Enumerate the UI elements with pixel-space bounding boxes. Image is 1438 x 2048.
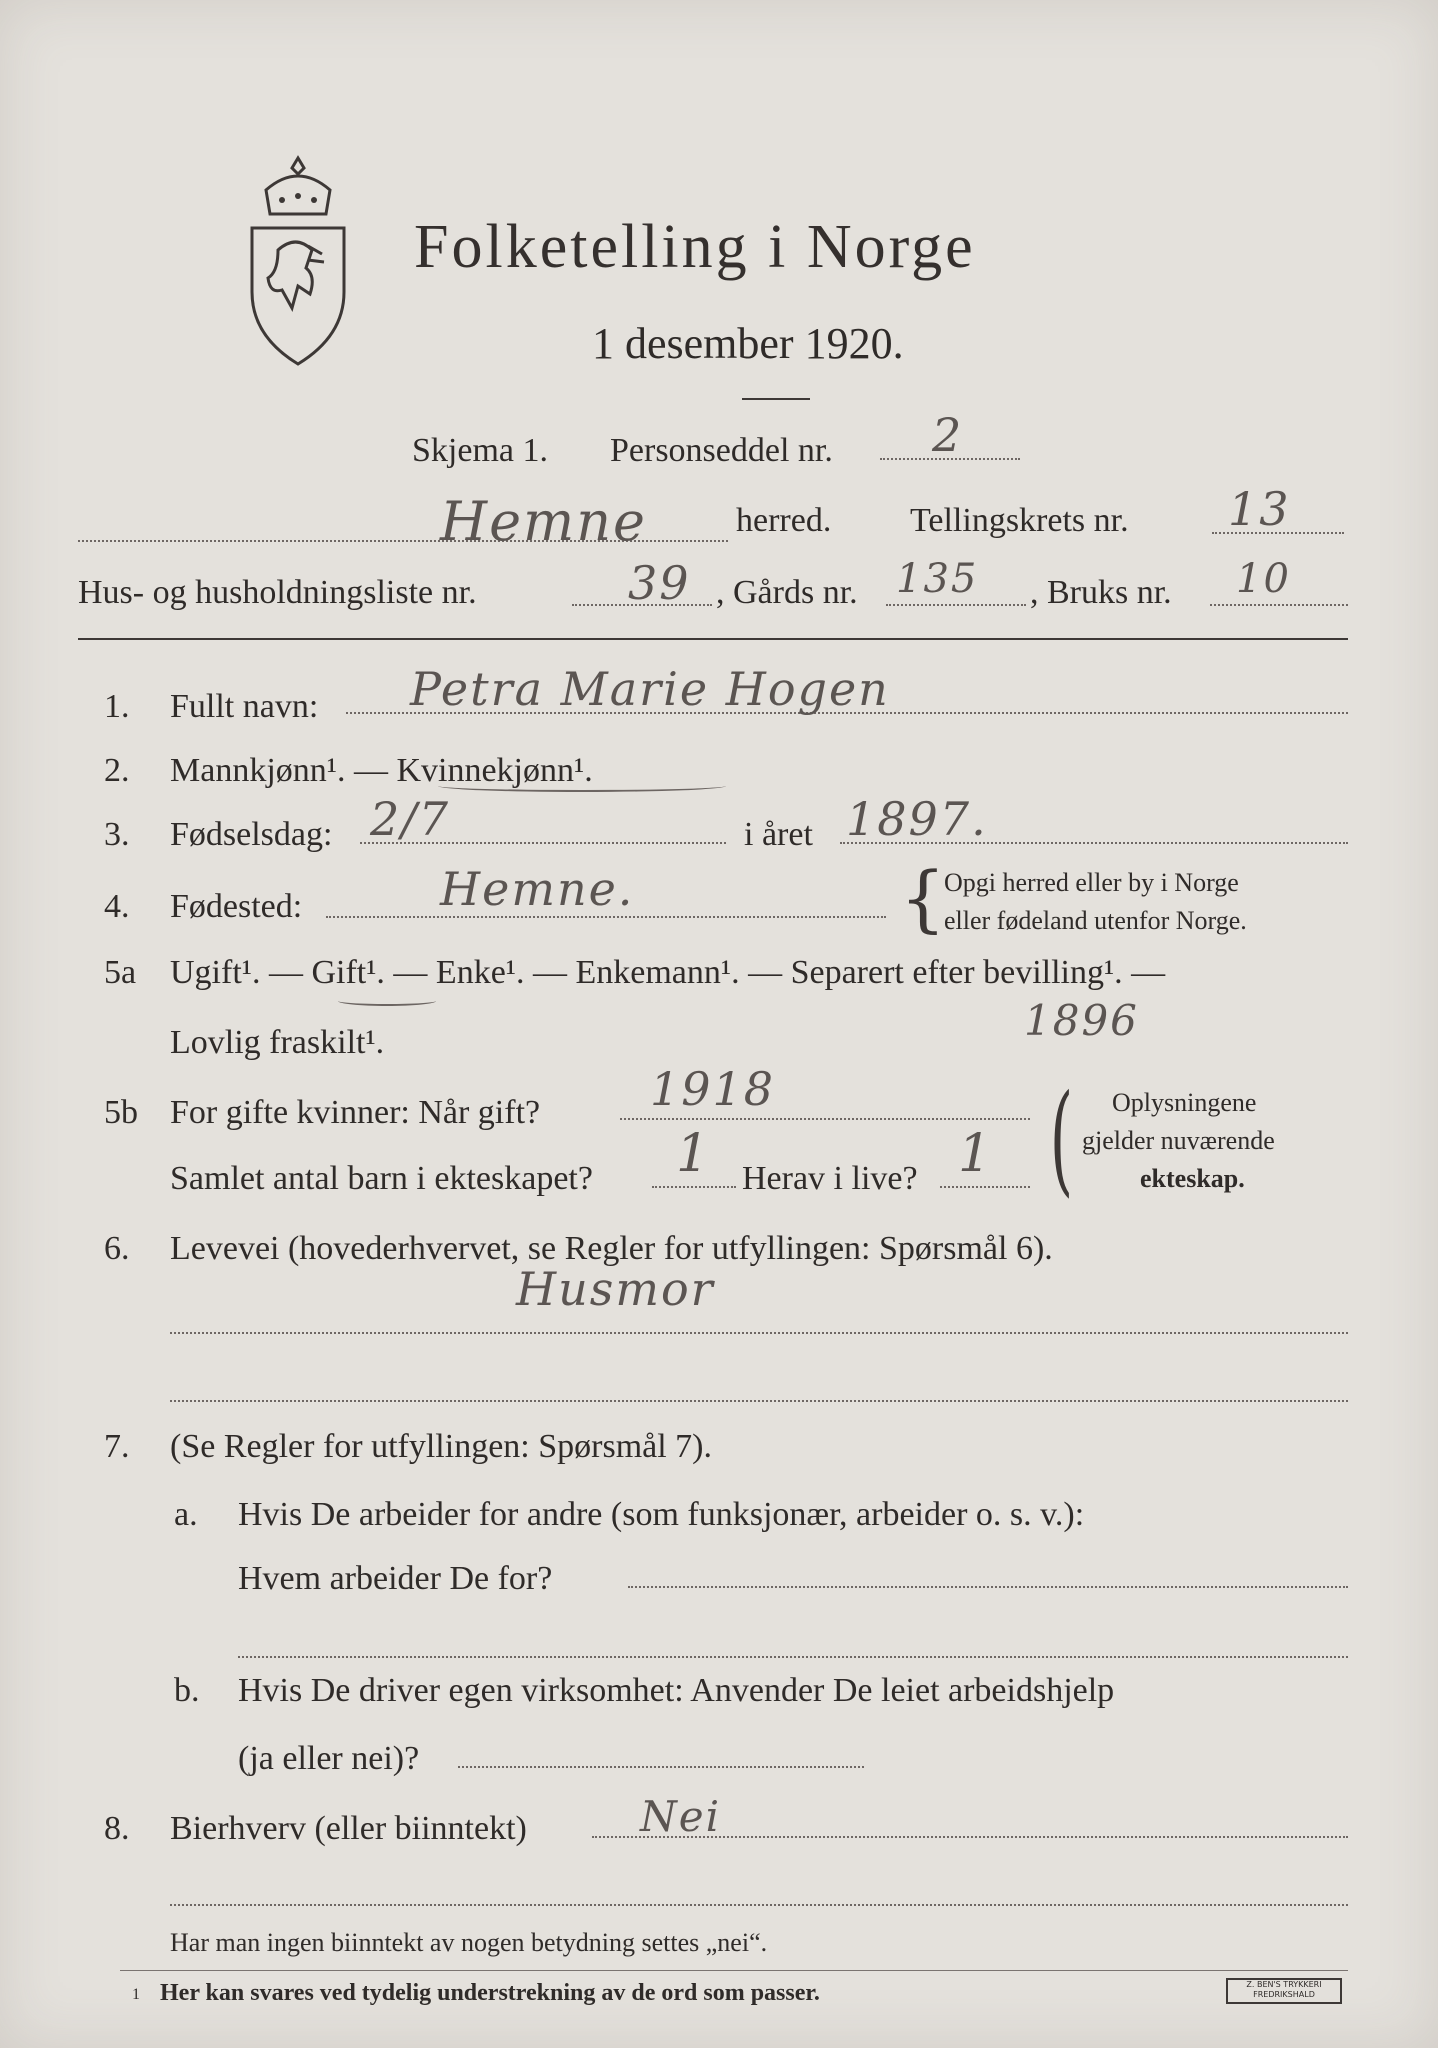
q5b-children-line bbox=[652, 1186, 736, 1188]
header-divider bbox=[78, 638, 1348, 640]
personseddel-label: Personseddel nr. bbox=[610, 432, 833, 469]
q4-number: 4. bbox=[104, 888, 130, 925]
q5a-label: Ugift¹. — Gift¹. — Enke¹. — Enkemann¹. — Separert efter bevilling¹. — bbox=[170, 954, 1166, 991]
q4-line bbox=[326, 916, 886, 918]
herred-value[interactable]: Hemne bbox=[440, 490, 647, 553]
herred-label: herred. bbox=[736, 502, 832, 539]
gards-value[interactable]: 135 bbox=[896, 556, 979, 602]
q3-label: Fødselsdag: bbox=[170, 816, 333, 853]
q8-number: 8. bbox=[104, 1810, 130, 1847]
q3-year-label: i året bbox=[744, 816, 813, 853]
q8-line-2 bbox=[170, 1904, 1348, 1906]
footer-divider bbox=[120, 1970, 1348, 1971]
q5b-note-1: Oplysningene bbox=[1112, 1088, 1257, 1117]
q4-value[interactable]: Hemne. bbox=[440, 862, 635, 916]
q7-label: (Se Regler for utfyllingen: Spørsmål 7). bbox=[170, 1428, 713, 1465]
q2-number: 2. bbox=[104, 752, 130, 789]
q6-line-2 bbox=[170, 1400, 1348, 1402]
q8-value[interactable]: Nei bbox=[640, 1792, 722, 1841]
q6-label: Levevei (hovederhvervet, se Regler for utfyllingen: Spørsmål 6). bbox=[170, 1230, 1053, 1267]
coat-of-arms-icon bbox=[238, 150, 358, 375]
q7a-line-2 bbox=[238, 1656, 1348, 1658]
q5b-label: For gifte kvinner: Når gift? bbox=[170, 1094, 541, 1131]
gards-label: , Gårds nr. bbox=[716, 574, 858, 611]
q5a-margin-note: 1896 bbox=[1024, 996, 1139, 1045]
hus-value[interactable]: 39 bbox=[628, 556, 691, 610]
footnote-text: Her kan svares ved tydelig understrekning av de ord som passer. bbox=[160, 1980, 820, 2006]
title-divider bbox=[742, 398, 810, 400]
census-date: 1 desember 1920. bbox=[592, 319, 904, 368]
q5b-line bbox=[620, 1118, 1030, 1120]
footnote-number: 1 bbox=[132, 1986, 140, 2003]
q6-line-1 bbox=[170, 1332, 1348, 1334]
gift-underline bbox=[338, 996, 436, 1006]
q7-number: 7. bbox=[104, 1428, 130, 1465]
q7b-letter: b. bbox=[174, 1672, 200, 1709]
q4-label: Fødested: bbox=[170, 888, 303, 925]
q5b-bracket: ( bbox=[1049, 1070, 1074, 1209]
q7a-line-1 bbox=[628, 1586, 1348, 1588]
gards-line bbox=[886, 604, 1026, 606]
q5b-alive-line bbox=[940, 1186, 1030, 1188]
q7b-label-2: (ja eller nei)? bbox=[238, 1740, 420, 1777]
q4-note-2: eller fødeland utenfor Norge. bbox=[944, 906, 1247, 935]
form-title: Folketelling i Norge bbox=[414, 213, 976, 281]
q3-year-value[interactable]: 1897. bbox=[846, 792, 988, 846]
q7b-line bbox=[458, 1766, 864, 1768]
q5b-number: 5b bbox=[104, 1094, 138, 1131]
kvinnekjonn-underline bbox=[438, 780, 726, 792]
q7a-label: Hvis De arbeider for andre (som funksjonær, arbeider o. s. v.): bbox=[238, 1496, 1085, 1533]
q5b-note-3: ekteskap. bbox=[1140, 1164, 1245, 1193]
q2-label: Mannkjønn¹. — Kvinnekjønn¹. bbox=[170, 752, 593, 789]
q6-value[interactable]: Husmor bbox=[516, 1262, 715, 1316]
q5b-label-3: Herav i live? bbox=[742, 1160, 918, 1197]
q5a-number: 5a bbox=[104, 954, 137, 991]
bruks-line bbox=[1210, 604, 1348, 606]
q7a-label-2: Hvem arbeider De for? bbox=[238, 1560, 553, 1597]
hus-label: Hus- og husholdningsliste nr. bbox=[78, 574, 477, 611]
q5b-label-2: Samlet antal barn i ekteskapet? bbox=[170, 1160, 593, 1197]
q7b-label: Hvis De driver egen virksomhet: Anvender De leiet arbeidshjelp bbox=[238, 1672, 1115, 1709]
q7a-letter: a. bbox=[174, 1496, 198, 1533]
q5b-value-2[interactable]: 1 bbox=[676, 1124, 712, 1184]
q4-note-1: Opgi herred eller by i Norge bbox=[944, 868, 1239, 897]
personseddel-value[interactable]: 2 bbox=[932, 408, 964, 462]
skjema-label: Skjema 1. bbox=[412, 432, 548, 469]
q6-number: 6. bbox=[104, 1230, 130, 1267]
q5b-value[interactable]: 1918 bbox=[650, 1062, 776, 1116]
q1-label: Fullt navn: bbox=[170, 688, 319, 725]
footer-note: Har man ingen biinntekt av nogen betydning settes „nei“. bbox=[170, 1928, 768, 1957]
q3-value[interactable]: 2/7 bbox=[370, 792, 451, 846]
tellingskrets-value[interactable]: 13 bbox=[1228, 482, 1291, 536]
bruks-label: , Bruks nr. bbox=[1030, 574, 1172, 611]
q5b-note-2: gjelder nuværende bbox=[1082, 1126, 1275, 1155]
q1-number: 1. bbox=[104, 688, 130, 725]
bruks-value[interactable]: 10 bbox=[1236, 556, 1291, 602]
printer-stamp: Z. BEN'S TRYKKERI FREDRIKSHALD bbox=[1226, 1978, 1342, 2004]
q3-number: 3. bbox=[104, 816, 130, 853]
q5b-value-3[interactable]: 1 bbox=[958, 1124, 994, 1184]
q1-value[interactable]: Petra Marie Hogen bbox=[410, 662, 890, 716]
q8-label: Bierhverv (eller biinntekt) bbox=[170, 1810, 527, 1847]
q4-brace: { bbox=[900, 856, 946, 940]
q5a-label-2: Lovlig fraskilt¹. bbox=[170, 1024, 385, 1061]
tellingskrets-label: Tellingskrets nr. bbox=[910, 502, 1129, 539]
